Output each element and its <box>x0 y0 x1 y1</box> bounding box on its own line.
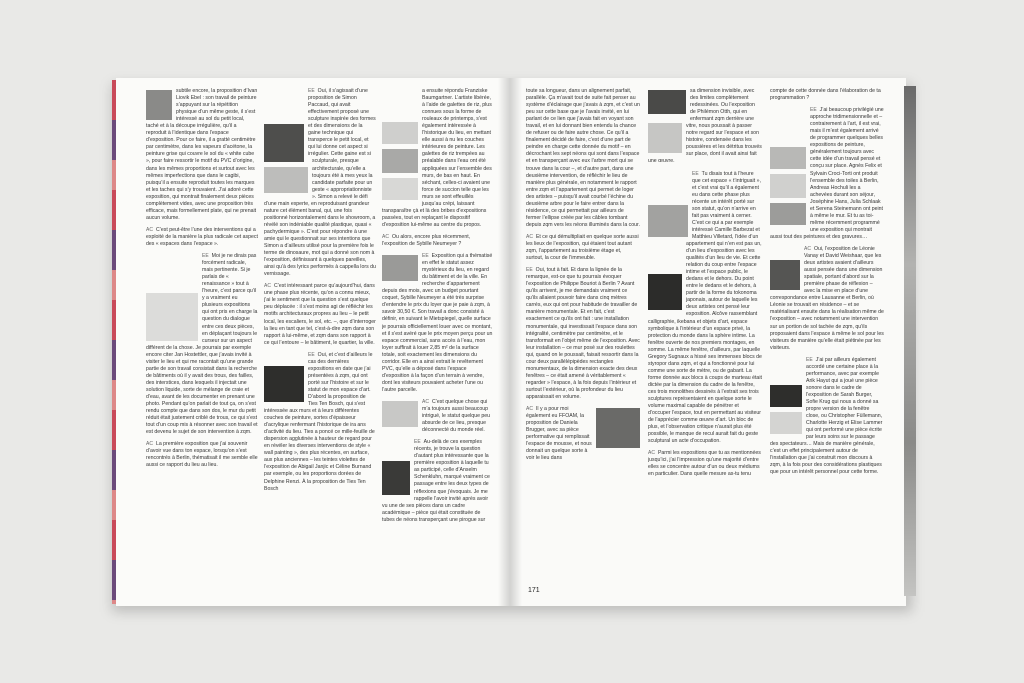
paragraph: EE Oui, tout à fait. Et dans la lignée de la remarque, est-ce que tu pourrais évoquer l’exposition de Philippe Bouriot à Berlin ? Avant qu’ils arrivent, je me demandais vraiment ce qu’ils allaient pouvoir faire dans cinq mètres carrés, eux qui ont pour habitude de travailler de manière monumentale. Et en fait, c’est exactement ce qu’ils ont fait : une installation monumentale, qui investissait l’espace dans son intégralité, centimètre par centimètre, et le transformait en l’objet même de l’exposition. Avec leur installation – ce mur posé sur des roulettes qui, quand on le poussait, faisait ressortir dans la cour deux parallélépipèdes rectangles monumentaux, de la dimension exacte des deux fenêtres – ce était amené à véritablement « regarder » l’espace, à la fois depuis l’intérieur et surtout l’extérieur, où la profondeur du lieu apparaissait en volume. <box>526 267 640 400</box>
paragraph: EE Moi je ne dirais pas forcément radicale, mais pertinente. Si je parlais de « renaissance » tout à l’heure, c’est parce qu’il y a vraiment eu plusieurs expositions qui ont pris en charge la question du dialogue entre ces deux pièces, en déplaçant toujours le curseur sur un aspect différent de la chose. Je pourrais par exemple encore citer Jan Hostettler, que j’avais invité à visiter le lieu et qui me racontait qu’une grande partie de son travail consistait dans la recherche de bâtiments où il y avait des trous, des failles, des interstices, dans lesquels il injectait une solution liquide, sorte de mélange de craie et d’eau, avant de les documenter en prenant une photo. Pendant qu’on parlait de tout ça, on s’est rendu compte que dans son dos, le mur du petit réduit était justement criblé de trous, ce qui s’est tout d’un coup mis à résonner avec son travail et est devenu le sujet de son intervention à zqm. <box>146 253 258 436</box>
artwork-photo <box>648 90 686 114</box>
paragraph: AC Il y a pour moi également eu FFOAM, la proposition de Daniela Brugger, avec sa pièce performative qui remplissait l’espace de mousse, et nous donnait un quelque sorte à voir le lieu dans <box>526 406 640 462</box>
paragraph: EE J’ai par ailleurs également accordé une certaine place à la performance, avec par exemple Arik Hayut qui a joué une pièce sonore dans le cadre de l’exposition de Sarah Burger, Sofie Krug qui nous a donné sa propre version de la fenêtre close, ou Christopher Füllemann, Charlotte Herzig et Elise Lammer qui ont performé une pièce écrite par leurs soins sur le passage des spectateurs… Mais de manière générale, c’est un effet principalement autour de l’installation que j’ai construit mon discours à zqm, à la fois pour des considérations plastiques que pour un intérêt personnel pour cette forme. <box>770 356 883 476</box>
artwork-photo <box>770 174 806 198</box>
artwork-photo <box>648 205 688 237</box>
left-column-2 <box>264 88 376 498</box>
artwork-photo <box>264 124 304 162</box>
paragraph: AC C’est quelque chose qui m’a toujours aussi beaucoup intrigué, le statut quelque peu absurde de ce lieu, presque déconnecté du monde réel. <box>382 399 494 434</box>
artwork-photo <box>770 385 802 407</box>
artwork-photo <box>382 149 418 173</box>
paragraph: AC C’est peut-être l’une des interventions qui a exploité de la manière la plus radicale cet aspect des « espaces dans l’espace ». <box>146 226 258 247</box>
paragraph: EE Exposition qui a thématisé en effet le statut assez mystérieux du lieu, en regard du bâtiment et de la ville. En recherche d’appartement depuis des mois, avec un budget pourtant coquet, Sybille Neumeyer a été très surprise d’entendre le prix du loyer que je paie à zqm, à savoir 30,50 €. Son travail a donc consisté à définir, en suivant le Mietspiegel, quelle surface je pourrais officiellement louer avec ce montant, et il s’est avéré que le prix moyen perçu pour un espace commercial, sans accès à l’eau, mon loyer suffirait à louer 2,85 m² de la surface totale, soit exactement les dimensions du corridor. Elle en a ainsi extrait le revêtement PVC, qu’elle a déposé dans l’espace d’exposition à la façon d’un terrain à vendre, dont les visiteurs pouvaient acheter l’une ou l’autre parcelle. <box>382 253 493 393</box>
right-page-edge <box>904 86 916 596</box>
artwork-photo <box>770 260 800 290</box>
right-column-2 <box>648 88 762 484</box>
paragraph: EE Oui, il s’agissait d’une proposition de Simon Paccaud, qui avait effectivement proposé une sculpture inspirée des formes et des dimensions de la gaine technique qui transperce le petit local, et qui lui donne cet aspect si irrégulier. Cette gaine est si sculpturale, presque architecturale, qu’elle a toujours été à mes yeux la candidate parfaite pour un geste « appropriationniste ». Simon a relevé le défi d’une main experte, en reproduisant grandeur nature cet élément banal, qui, une fois positionné horizontalement dans le showroom, a révélé son indéniable qualité plastique, quasi « pachydermique ». C’est pour répondre à une amie qui le questionnait sur ses intentions que Simon a d’ailleurs utilisé pour la première fois le terme de dinosaure, mot qui a donné son nom à l’exposition, définissant à quelques pareilles, ainsi qu’à des lyrics performés à cappella lors du vernissage. <box>264 88 376 278</box>
left-column-3 <box>382 88 494 529</box>
paragraph: AC Oui, l’exposition de Léonie Vanay et David Weishaar, que les deux artistes avaient d’ailleurs aussi pensée dans une dimension spatiale, portant d’abord sur la première phase de réflexion – avec la mise en place d’une correspondance entre Lausanne et Berlin, où Léonie se trouvait en résidence – et se matérialisant ensuite dans la réalisation même de l’exposition – avec notamment une intervention sur un portion de sol tachée de zqm, qu’ils proposaient dans l’espace à même le sol pour les visiteurs de manière qu’elle était piétinée par les visiteurs. <box>770 245 884 351</box>
artwork-photo <box>146 293 198 341</box>
artwork-photo <box>264 167 308 193</box>
artwork-photo <box>382 401 418 427</box>
paragraph: AC Et ce qui démultipliait en quelque sorte aussi les lieux de l’exposition, qui étaient tout autant zqm, l’appartement au troisième étage et, surtout, la cour de l’immeuble. <box>526 233 639 262</box>
left-page <box>116 78 510 606</box>
paragraph: a ensuite répondu Franziske Baumgartner. L’artiste libérée, à l’aide de galettes de riz, plus connues sous la forme de rouleaux de printemps, s’est également intéressée à l’historique du lieu, en mettant elle aussi à nu les couches intérieures de peinture. Les galettes de riz trempées au préalable dans l’eau ont été appliquées sur l’ensemble des murs, de bas en haut. En séchant, celles-ci avaient une force de succion telle que les murs se sont effeuillés jusqu’au crépi, laissant transparaître çà et là des bribes d’expositions passées, tout en replaçant le dispositif d’exposition lui-même au centre du propos. <box>382 88 492 228</box>
paragraph: toute sa longueur, dans un alignement parfait, parallèle. Ça m’avait tout de suite fait penser au système d’éclairage que j’avais à zqm, et c’est un peu sur cette base que je l’avais invité, en lui parlant de ce lien que j’avais fait en voyant son travail, et en lui donnant bien entendu la chance de refuser ou de faire autre chose. Ce qu’il a finalement décidé de faire, c’est d’une part de peindre en charge cette donnée du motif – en décrochant les sept néons qui sont dans l’espace et en transperçant avec eux l’arbre mort qui se trouve dans la cour –, et d’autre part, dans une deuxième intervention, de réfléchir le lieu de manière plus générale, en notamment le rapport entre zqm et l’appartement qui permet de loger des artistes – puisqu’il avait courbé l’échine du deuxième arbre pour le faire entrer dans la résidence, ce qui permettait par ailleurs de fermer l’ellipse créée par les câbles tombant depuis zqm vers les néons illuminés dans la cour. <box>526 88 640 228</box>
artwork-photo <box>382 122 418 144</box>
right-column-1 <box>526 88 640 467</box>
paragraph: EE Tu disais tout à l’heure que cet espace « t’intriguait », et c’est vrai qu’il a également eu dans cette phase plus récente un intérêt porté sur son statut, qu’on n’arrive en fait pas vraiment à cerner. C’est ce qui a par exemple intéressé Camille Barbezat et Matthieu Villetard, l’idée d’un appartement qui n’en est pas un, d’un lieu d’exposition avec les qualités d’un lieu de vie. Et cette relation du coup entre l’espace intime et l’espace public, le dedans et le dehors. Du point entre le dedans et le dehors, à partir de la forme du tokonoma japonais, autour de laquelle les deux artistes ont pensé leur exposition. Alcôve rassemblant calligraphie, ikebana et objets d’art, espace symbolique à l’intérieur d’un espace privé, la protection du monde dans la sphère intime. La fenêtre ouverte de nos premiers montages, en somme. La même fenêtre, d’ailleurs, par laquelle Gregory Sugnaux a hissé ses immenses blocs de styropor dans zqm, et qui a fonctionné pour lui comme une sorte de mètre, ou de gabarit. La forme donnée aux blocs à coups de marteau était dictée par la dimension du cadre de la fenêtre, ces trois monolithes dessinés à l’extrait ses trois sculptures représentaient en quelque sorte le volume maximal capable de pénétrer et d’occuper l’espace, tout en permettant au visiteur de l’apprécier comme œuvre d’art. Un bloc de plus, et l’observation critique n’aurait plus été possible, le manque de recul aurait fait du geste sculptural un acte d’occupation. <box>648 170 762 445</box>
page-number: 171 <box>528 587 540 594</box>
paragraph: AC La première exposition que j’ai souvenir d’avoir vue dans ton espace, lorsqu’on s’est rencontrés à Berlin, thématisait il me semble elle aussi ce rapport du lieu au lieu. <box>146 441 258 469</box>
artwork-photo <box>648 123 682 153</box>
artwork-photo <box>770 412 802 434</box>
artwork-photo <box>596 408 640 448</box>
artwork-photo <box>264 366 304 402</box>
paragraph: subtile encore, la proposition d’Ivan Liovik Ebel : son travail de peinture s’appuyant sur la répétition physique d’un même geste, il s’est intéressé au sol du petit local, taché et à la découpe irrégulière, qu’il a reproduit à l’identique dans l’espace d’exposition. Pour ce faire, il a gratté centimètre par centimètre, dans les vapeurs d’acétone, la peinture grise qui couvre le sol du « white cube », pour faire ressortir le motif du PVC d’origine, dans les mêmes proportions et surtout avec les mêmes imperfections que dans le cagibi, puisqu’il a ensuite reproduit toutes les marques et les taches qui s’y trouvaient. J’ai adoré cette exposition, qui montrait finalement deux pièces complètement vides, avec une proposition très efficace, mais formellement plate, qui ne prenait aucun volume. <box>146 88 258 221</box>
artwork-photo <box>770 147 806 169</box>
right-column-3 <box>770 88 884 481</box>
paragraph: AC C’est intéressant parce qu’aujourd’hui, dans une phase plus récente, qu’on a connu mieux, j’ai le sentiment que la question s’est quelque peu déplacée : il s’est moins agi de réfléchir les motifs architecturaux propres au lieu – le petit local, les escaliers, le sol, etc. –, que d’interroger la lieu en tant que tel, c’est-à-dire zqm dans son rapport à lui-même, et zqm dans son rapport à ce qui l’entoure – le bâtiment, le quartier, la ville. <box>264 283 376 346</box>
paragraph: AC Ou alors, encore plus récemment, l’exposition de Sybille Neumeyer ? <box>382 233 471 247</box>
open-book <box>116 78 906 606</box>
paragraph: EE J’ai beaucoup privilégié une approche tridimensionnelle et – contrairement à l’art, il est vrai, mais il m’est également arrivé de programmer quelques belles expositions de peinture, généralement toujours avec cette idée d’un travail pensé et conçu sur place. Agnès Felix et Sylvain Croci-Torti ont produit l’ensemble des toiles à Berlin, Andreas Hochuli les a achevées durant son séjour, Joséphine Hans, Julia Schlaak et Serena Steinemann ont peint à même le mur. Et tu as toi-même récemment programmé une exposition qui montrait aussi tout des peintures et des gravures… <box>770 107 884 240</box>
paragraph: AC Parmi les expositions que tu as mentionnées jusqu’ici, j’ai l’impression qu’une majorité d’entre elles se concentre autour d’un ou deux médiums en particulier. Dans quelle mesure as-tu tenu <box>648 450 761 478</box>
left-column-1 <box>146 88 258 474</box>
artwork-photo <box>382 461 410 495</box>
artwork-photo <box>146 90 172 120</box>
artwork-photo <box>382 255 418 281</box>
artwork-photo <box>770 203 806 225</box>
artwork-photo <box>382 178 418 200</box>
right-page <box>510 78 906 606</box>
paragraph: compte de cette donnée dans l’élaboration de ta programmation ? <box>770 88 881 102</box>
artwork-photo <box>648 274 682 310</box>
paragraph: EE Oui, et c’est d’ailleurs le cas des dernières expositions en date que j’ai présentées à zqm, qui ont porté sur l’histoire et sur le statut de mon espace d’art. D’abord la proposition de Ties Ten Bosch, qui s’est intéressée aux murs et à leurs différentes couches de peinture, sortes d’épaisseur d’acrylique renfermant l’historique de ira ans d’activité du lieu. Ties a poncé ce mille-feuille de dispersion agglutinée à hauteur de regard pour en révéler les diverses interventions de style « wall painting », des plus récentes, en surface, aux plus anciennes – les teintes violettes de l’exposition de Abigail Janjic et Céline Burnand par exemple, ou les proportions dorées de Delphine Renzi. À la proposition de Ties Ten Bosch <box>264 351 375 492</box>
paragraph: EE Au-delà de ces exemples récents, je trouve la question d’autant plus intéressante que la première exposition à laquelle tu as participé, celle d’Anselm Schenkluhn, marqué vraiment ce passage entre les deux types de réflexions que j’évoquais. Je me rappelle l’avoir invité après avoir vu une de ses pièces dans un cadre académique – pièce qui était constituée de tubes de néons transperçant une pirogue sur <box>382 439 490 523</box>
paragraph: sa dimension invisible, avec des limites complètement redessinées. Ou l’exposition de Philémon Otth, qui en enfermant zqm derrière une vitre, nous poussait à passer notre regard sur l’espace et son histoire, condensée dans les poussières et les détritus trouvés sur place, dont il avait ainsi fait une œuvre. <box>648 88 762 165</box>
